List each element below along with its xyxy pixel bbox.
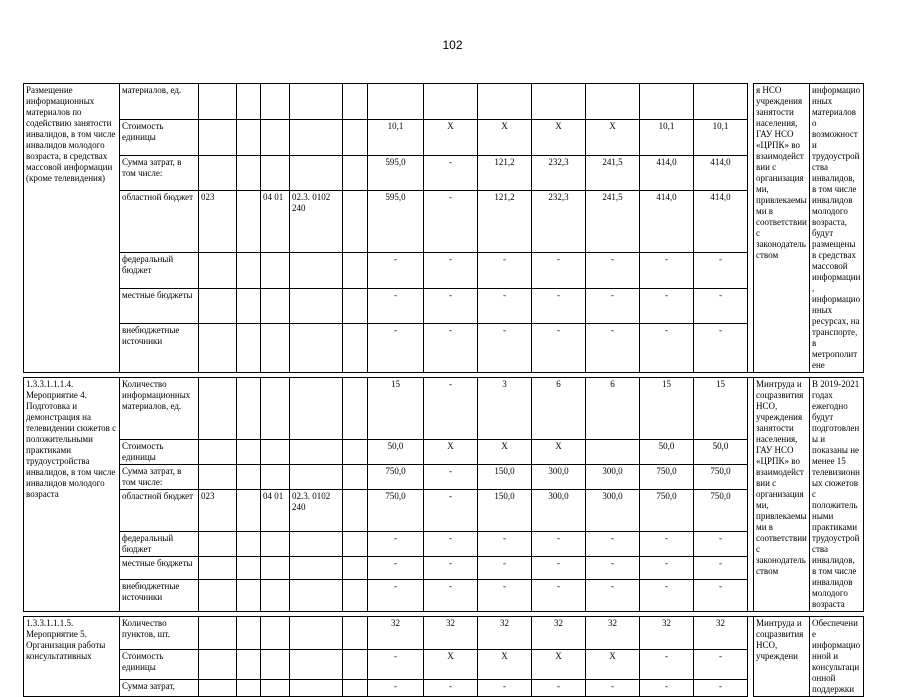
value-cell: -: [532, 680, 586, 697]
indicator-label-cell: областной бюджет: [120, 191, 199, 253]
value-cell: -: [368, 579, 424, 611]
section-code-cell: [261, 532, 290, 557]
table-row: [24, 119, 864, 155]
target-article-cell: [290, 617, 343, 650]
grbs-cell: [199, 439, 237, 464]
code-cell: [343, 579, 368, 611]
target-article-cell: [290, 439, 343, 464]
value-cell: 6: [532, 378, 586, 440]
value-cell: -: [694, 252, 748, 288]
value-cell: 595,0: [368, 155, 424, 191]
target-article-cell: [290, 464, 343, 489]
value-cell: [532, 84, 586, 120]
value-cell: 300,0: [586, 489, 640, 531]
value-cell: X: [478, 649, 532, 679]
code-cell: [343, 155, 368, 191]
value-cell: -: [694, 324, 748, 373]
value-cell: -: [586, 579, 640, 611]
target-article-cell: 02.3. 0102 240: [290, 489, 343, 531]
table-row: [24, 617, 864, 650]
value-cell: -: [424, 191, 478, 253]
indicator-label-cell: местные бюджеты: [120, 288, 199, 324]
value-cell: 32: [640, 617, 694, 650]
target-article-cell: [290, 557, 343, 579]
value-cell: [586, 84, 640, 120]
code-cell: [343, 191, 368, 253]
executor-cell: я НСО учреждения занятости населения, ГАУ НСО «ЦРПК» во взаимодействии с организациями, привлекаемыми в соответствии с законодательством: [754, 84, 810, 373]
value-cell: 232,3: [532, 191, 586, 253]
indicator-label-cell: федеральный бюджет: [120, 252, 199, 288]
value-cell: -: [640, 680, 694, 697]
value-cell: -: [424, 532, 478, 557]
value-cell: 15: [640, 378, 694, 440]
value-cell: 414,0: [640, 155, 694, 191]
value-cell: -: [532, 557, 586, 579]
value-cell: X: [478, 439, 532, 464]
value-cell: 32: [368, 617, 424, 650]
value-cell: 750,0: [694, 464, 748, 489]
table-row: [24, 532, 864, 557]
indicator-label-cell: внебюджетные источники: [120, 579, 199, 611]
program-activities-table: [23, 83, 864, 697]
value-cell: -: [532, 532, 586, 557]
code-cell: [237, 489, 261, 531]
code-cell: [343, 557, 368, 579]
value-cell: -: [424, 680, 478, 697]
code-cell: [237, 119, 261, 155]
value-cell: 32: [424, 617, 478, 650]
indicator-label-cell: областной бюджет: [120, 489, 199, 531]
table-row: [24, 464, 864, 489]
value-cell: -: [586, 557, 640, 579]
code-cell: [237, 378, 261, 440]
expected-result-cell: Обеспечение информационной и консультационной поддержки: [810, 617, 864, 697]
value-cell: [424, 84, 478, 120]
code-cell: [237, 84, 261, 120]
target-article-cell: [290, 378, 343, 440]
indicator-label-cell: Сумма затрат, в том числе:: [120, 155, 199, 191]
section-code-cell: [261, 288, 290, 324]
indicator-label-cell: Сумма затрат, в том числе:: [120, 464, 199, 489]
value-cell: 121,2: [478, 155, 532, 191]
value-cell: -: [424, 378, 478, 440]
indicator-label-cell: материалов, ед.: [120, 84, 199, 120]
table-row: [24, 649, 864, 679]
code-cell: [343, 532, 368, 557]
table-row: [24, 288, 864, 324]
grbs-cell: [199, 252, 237, 288]
section-code-cell: [261, 439, 290, 464]
value-cell: -: [532, 324, 586, 373]
section-code-cell: [261, 84, 290, 120]
activity-title-cell: Размещение информационных материалов по содействию занятости инвалидов, в том числе инвалидов молодого возраста, в средствах массовой информации (кроме телевидения): [24, 84, 120, 373]
value-cell: -: [424, 579, 478, 611]
value-cell: -: [368, 680, 424, 697]
value-cell: 10,1: [368, 119, 424, 155]
code-cell: [237, 252, 261, 288]
value-cell: -: [532, 579, 586, 611]
value-cell: 32: [586, 617, 640, 650]
value-cell: -: [586, 324, 640, 373]
grbs-cell: [199, 324, 237, 373]
value-cell: 750,0: [640, 464, 694, 489]
value-cell: X: [424, 119, 478, 155]
value-cell: -: [586, 288, 640, 324]
code-cell: [237, 532, 261, 557]
value-cell: -: [424, 489, 478, 531]
value-cell: -: [694, 557, 748, 579]
value-cell: -: [694, 532, 748, 557]
activity-title-cell: 1.3.3.1.1.1.4. Мероприятие 4. Подготовка и демонстрация на телевидении сюжетов с положительными практиками трудоустройства инвалидов, в том числе инвалидов молодого возраста: [24, 378, 120, 612]
value-cell: 32: [532, 617, 586, 650]
code-cell: [343, 464, 368, 489]
section-code-cell: [261, 155, 290, 191]
table-row: [24, 489, 864, 531]
value-cell: -: [424, 288, 478, 324]
section-code-cell: [261, 557, 290, 579]
value-cell: -: [424, 155, 478, 191]
value-cell: -: [478, 324, 532, 373]
value-cell: 150,0: [478, 489, 532, 531]
grbs-cell: [199, 464, 237, 489]
value-cell: -: [368, 324, 424, 373]
value-cell: -: [694, 649, 748, 679]
value-cell: 750,0: [368, 489, 424, 531]
indicator-label-cell: Количество пунктов, шт.: [120, 617, 199, 650]
executor-cell: Минтруда и соцразвития НСО, учреждения занятости населения, ГАУ НСО «ЦРПК» во взаимодействии с организациями, привлекаемыми в соответствии с законодательством: [754, 378, 810, 612]
grbs-cell: 023: [199, 191, 237, 253]
target-article-cell: [290, 252, 343, 288]
grbs-cell: [199, 532, 237, 557]
value-cell: -: [478, 288, 532, 324]
value-cell: -: [368, 252, 424, 288]
value-cell: 750,0: [694, 489, 748, 531]
value-cell: -: [640, 579, 694, 611]
indicator-label-cell: Стоимость единицы: [120, 439, 199, 464]
value-cell: -: [640, 252, 694, 288]
grbs-cell: [199, 155, 237, 191]
code-cell: [237, 288, 261, 324]
table-row: [24, 155, 864, 191]
value-cell: -: [478, 557, 532, 579]
expected-result-cell: информационных материалов о возможности трудоустройства инвалидов, в том числе инвалидов молодого возраста, будут размещены в средствах массовой информации, информационных ресурсах, на транспорте, в метрополитене: [810, 84, 864, 373]
value-cell: 232,3: [532, 155, 586, 191]
value-cell: X: [532, 649, 586, 679]
code-cell: [343, 649, 368, 679]
code-cell: [237, 680, 261, 697]
target-article-cell: [290, 680, 343, 697]
table-row: [24, 439, 864, 464]
value-cell: [694, 84, 748, 120]
code-cell: [343, 617, 368, 650]
indicator-label-cell: федеральный бюджет: [120, 532, 199, 557]
table-row: [24, 680, 864, 697]
code-cell: [237, 324, 261, 373]
value-cell: 414,0: [694, 155, 748, 191]
section-code-cell: 04 01: [261, 191, 290, 253]
code-cell: [237, 464, 261, 489]
value-cell: X: [478, 119, 532, 155]
grbs-cell: [199, 378, 237, 440]
code-cell: [343, 378, 368, 440]
value-cell: 50,0: [694, 439, 748, 464]
value-cell: [478, 84, 532, 120]
value-cell: 32: [478, 617, 532, 650]
expected-result-cell: В 2019-2021 годах ежегодно будут подготовлены и показаны не менее 15 телевизионных сюжетов с положительными практиками трудоустройства инвалидов, в том числе инвалидов молодого возраста: [810, 378, 864, 612]
executor-cell: Минтруда и соцразвития НСО, учреждени: [754, 617, 810, 697]
table-row: [24, 252, 864, 288]
code-cell: [237, 155, 261, 191]
grbs-cell: [199, 557, 237, 579]
code-cell: [237, 649, 261, 679]
value-cell: 50,0: [640, 439, 694, 464]
page-number: 102: [442, 38, 463, 52]
value-cell: 32: [694, 617, 748, 650]
value-cell: -: [368, 557, 424, 579]
value-cell: -: [694, 288, 748, 324]
code-cell: [343, 252, 368, 288]
value-cell: -: [368, 649, 424, 679]
value-cell: 414,0: [640, 191, 694, 253]
value-cell: -: [478, 680, 532, 697]
indicator-label-cell: внебюджетные источники: [120, 324, 199, 373]
value-cell: 121,2: [478, 191, 532, 253]
value-cell: -: [424, 464, 478, 489]
value-cell: -: [424, 324, 478, 373]
activity-title-cell: 1.3.3.1.1.1.5. Мероприятие 5. Организация работы консультативных: [24, 617, 120, 697]
value-cell: -: [640, 324, 694, 373]
value-cell: -: [694, 579, 748, 611]
value-cell: -: [532, 252, 586, 288]
value-cell: -: [586, 252, 640, 288]
value-cell: X: [586, 119, 640, 155]
value-cell: 6: [586, 378, 640, 440]
grbs-cell: [199, 579, 237, 611]
code-cell: [343, 288, 368, 324]
section-code-cell: [261, 324, 290, 373]
target-article-cell: [290, 119, 343, 155]
target-article-cell: [290, 155, 343, 191]
table-row: [24, 324, 864, 373]
value-cell: [640, 84, 694, 120]
value-cell: 241,5: [586, 191, 640, 253]
target-article-cell: [290, 532, 343, 557]
value-cell: 300,0: [532, 489, 586, 531]
value-cell: X: [424, 439, 478, 464]
grbs-cell: [199, 617, 237, 650]
value-cell: -: [424, 252, 478, 288]
grbs-cell: [199, 119, 237, 155]
target-article-cell: [290, 324, 343, 373]
code-cell: [237, 439, 261, 464]
value-cell: -: [694, 680, 748, 697]
target-article-cell: [290, 649, 343, 679]
table-row: [24, 191, 864, 253]
value-cell: -: [640, 557, 694, 579]
value-cell: 10,1: [694, 119, 748, 155]
section-code-cell: [261, 649, 290, 679]
table-row: [24, 84, 864, 120]
value-cell: -: [368, 532, 424, 557]
target-article-cell: 02.3. 0102 240: [290, 191, 343, 253]
code-cell: [237, 557, 261, 579]
value-cell: -: [478, 579, 532, 611]
value-cell: -: [478, 532, 532, 557]
value-cell: X: [424, 649, 478, 679]
indicator-label-cell: Стоимость единицы: [120, 119, 199, 155]
value-cell: -: [368, 288, 424, 324]
value-cell: 150,0: [478, 464, 532, 489]
indicator-label-cell: Количество информационных материалов, ед.: [120, 378, 199, 440]
value-cell: 241,5: [586, 155, 640, 191]
grbs-cell: 023: [199, 489, 237, 531]
value-cell: -: [478, 252, 532, 288]
value-cell: [586, 439, 640, 464]
code-cell: [237, 579, 261, 611]
code-cell: [343, 119, 368, 155]
value-cell: -: [640, 288, 694, 324]
section-code-cell: [261, 464, 290, 489]
value-cell: 750,0: [368, 464, 424, 489]
section-code-cell: [261, 378, 290, 440]
code-cell: [343, 489, 368, 531]
code-cell: [237, 617, 261, 650]
section-code-cell: [261, 252, 290, 288]
indicator-label-cell: Стоимость единицы: [120, 649, 199, 679]
section-code-cell: [261, 119, 290, 155]
value-cell: 300,0: [586, 464, 640, 489]
value-cell: -: [640, 532, 694, 557]
value-cell: X: [586, 649, 640, 679]
table-row: [24, 557, 864, 579]
indicator-label-cell: местные бюджеты: [120, 557, 199, 579]
value-cell: 10,1: [640, 119, 694, 155]
value-cell: 750,0: [640, 489, 694, 531]
value-cell: -: [424, 557, 478, 579]
code-cell: [343, 439, 368, 464]
section-code-cell: [261, 579, 290, 611]
value-cell: -: [640, 649, 694, 679]
value-cell: -: [532, 288, 586, 324]
code-cell: [343, 84, 368, 120]
target-article-cell: [290, 579, 343, 611]
grbs-cell: [199, 288, 237, 324]
value-cell: X: [532, 119, 586, 155]
value-cell: X: [532, 439, 586, 464]
grbs-cell: [199, 649, 237, 679]
table-row: [24, 579, 864, 611]
value-cell: 15: [694, 378, 748, 440]
code-cell: [237, 191, 261, 253]
value-cell: -: [586, 532, 640, 557]
value-cell: 300,0: [532, 464, 586, 489]
target-article-cell: [290, 84, 343, 120]
target-article-cell: [290, 288, 343, 324]
section-code-cell: 04 01: [261, 489, 290, 531]
grbs-cell: [199, 680, 237, 697]
value-cell: 50,0: [368, 439, 424, 464]
code-cell: [343, 324, 368, 373]
grbs-cell: [199, 84, 237, 120]
section-code-cell: [261, 617, 290, 650]
indicator-label-cell: Сумма затрат,: [120, 680, 199, 697]
value-cell: 414,0: [694, 191, 748, 253]
value-cell: 15: [368, 378, 424, 440]
code-cell: [343, 680, 368, 697]
value-cell: 595,0: [368, 191, 424, 253]
section-code-cell: [261, 680, 290, 697]
value-cell: [368, 84, 424, 120]
value-cell: 3: [478, 378, 532, 440]
table-row: [24, 378, 864, 440]
value-cell: -: [586, 680, 640, 697]
